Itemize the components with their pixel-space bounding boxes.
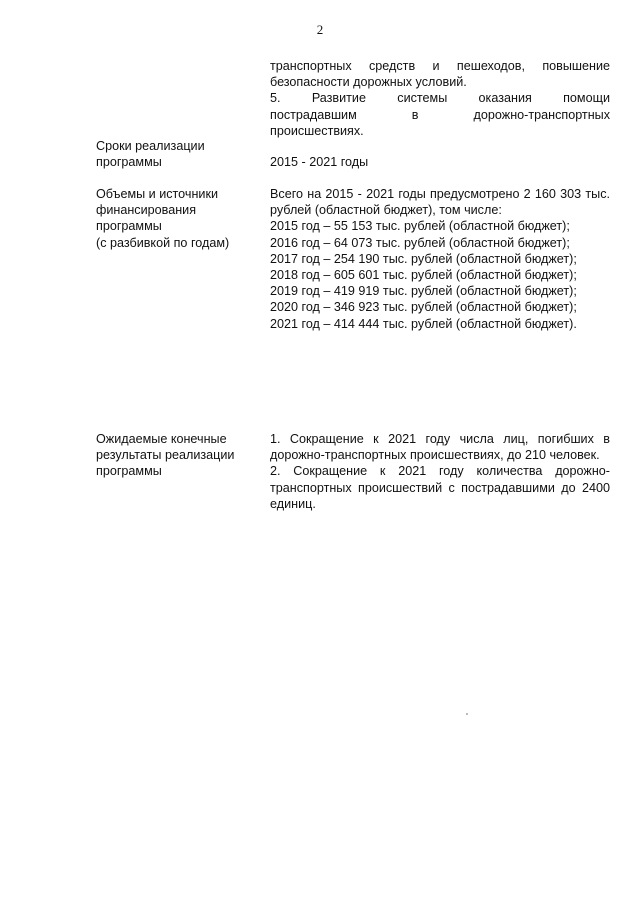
page-number: 2	[316, 22, 324, 37]
label-line: Объемы и источники	[96, 187, 218, 201]
label-line: Ожидаемые конечные	[96, 432, 227, 446]
timeline-label	[96, 138, 256, 170]
funding-year-2017: 2017 год – 254 190 тыс. рублей (областной бюджет);	[270, 251, 577, 266]
funding-year-2018: 2018 год – 605 601 тыс. рублей (областной бюджет);	[270, 268, 577, 283]
label-line: результаты реализации	[96, 448, 235, 463]
funding-year-2020: 2020 год – 346 923 тыс. рублей (областной бюджет);	[270, 300, 577, 315]
label-line: Сроки реализации	[96, 139, 205, 153]
continuation-line: пострадавшим в дорожно-транспортных	[270, 107, 610, 122]
continuation-line: 5. Развитие системы оказания помощи	[270, 91, 610, 106]
funding-intro: Всего на 2015 - 2021 годы предусмотрено 2 160 303 тыс. рублей (областной бюджет), том числе:	[270, 187, 610, 218]
results-label	[96, 431, 256, 480]
continuation-line: безопасности дорожных условий.	[270, 75, 467, 90]
continuation-line: происшествиях.	[270, 123, 364, 138]
funding-year-2019: 2019 год – 419 919 тыс. рублей (областной бюджет);	[270, 284, 577, 299]
funding-value	[270, 186, 610, 332]
results-value	[270, 431, 610, 512]
funding-label	[96, 186, 256, 251]
scan-speck	[466, 713, 468, 715]
result-item-2: 2. Сокращение к 2021 году количества дорожно-транспортных происшествий с пострадавшими до 2400 единиц.	[270, 464, 610, 511]
continuation-text	[270, 58, 610, 139]
funding-year-2021: 2021 год – 414 444 тыс. рублей (областной бюджет).	[270, 316, 577, 331]
label-line: финансирования	[96, 203, 197, 218]
result-item-1: 1. Сокращение к 2021 году числа лиц, погибших в дорожно-транспортных происшествиях, до 210 человек.	[270, 432, 610, 463]
label-line: программы	[96, 219, 162, 234]
label-line: программы	[96, 155, 162, 170]
timeline-value: 2015 - 2021 годы	[270, 155, 369, 169]
funding-year-2016: 2016 год – 64 073 тыс. рублей (областной бюджет);	[270, 235, 570, 250]
label-line: программы	[96, 464, 162, 479]
continuation-line: транспортных средств и пешеходов, повышение	[270, 59, 610, 73]
funding-year-2015: 2015 год – 55 153 тыс. рублей (областной бюджет);	[270, 219, 570, 234]
label-line: (с разбивкой по годам)	[96, 235, 230, 250]
